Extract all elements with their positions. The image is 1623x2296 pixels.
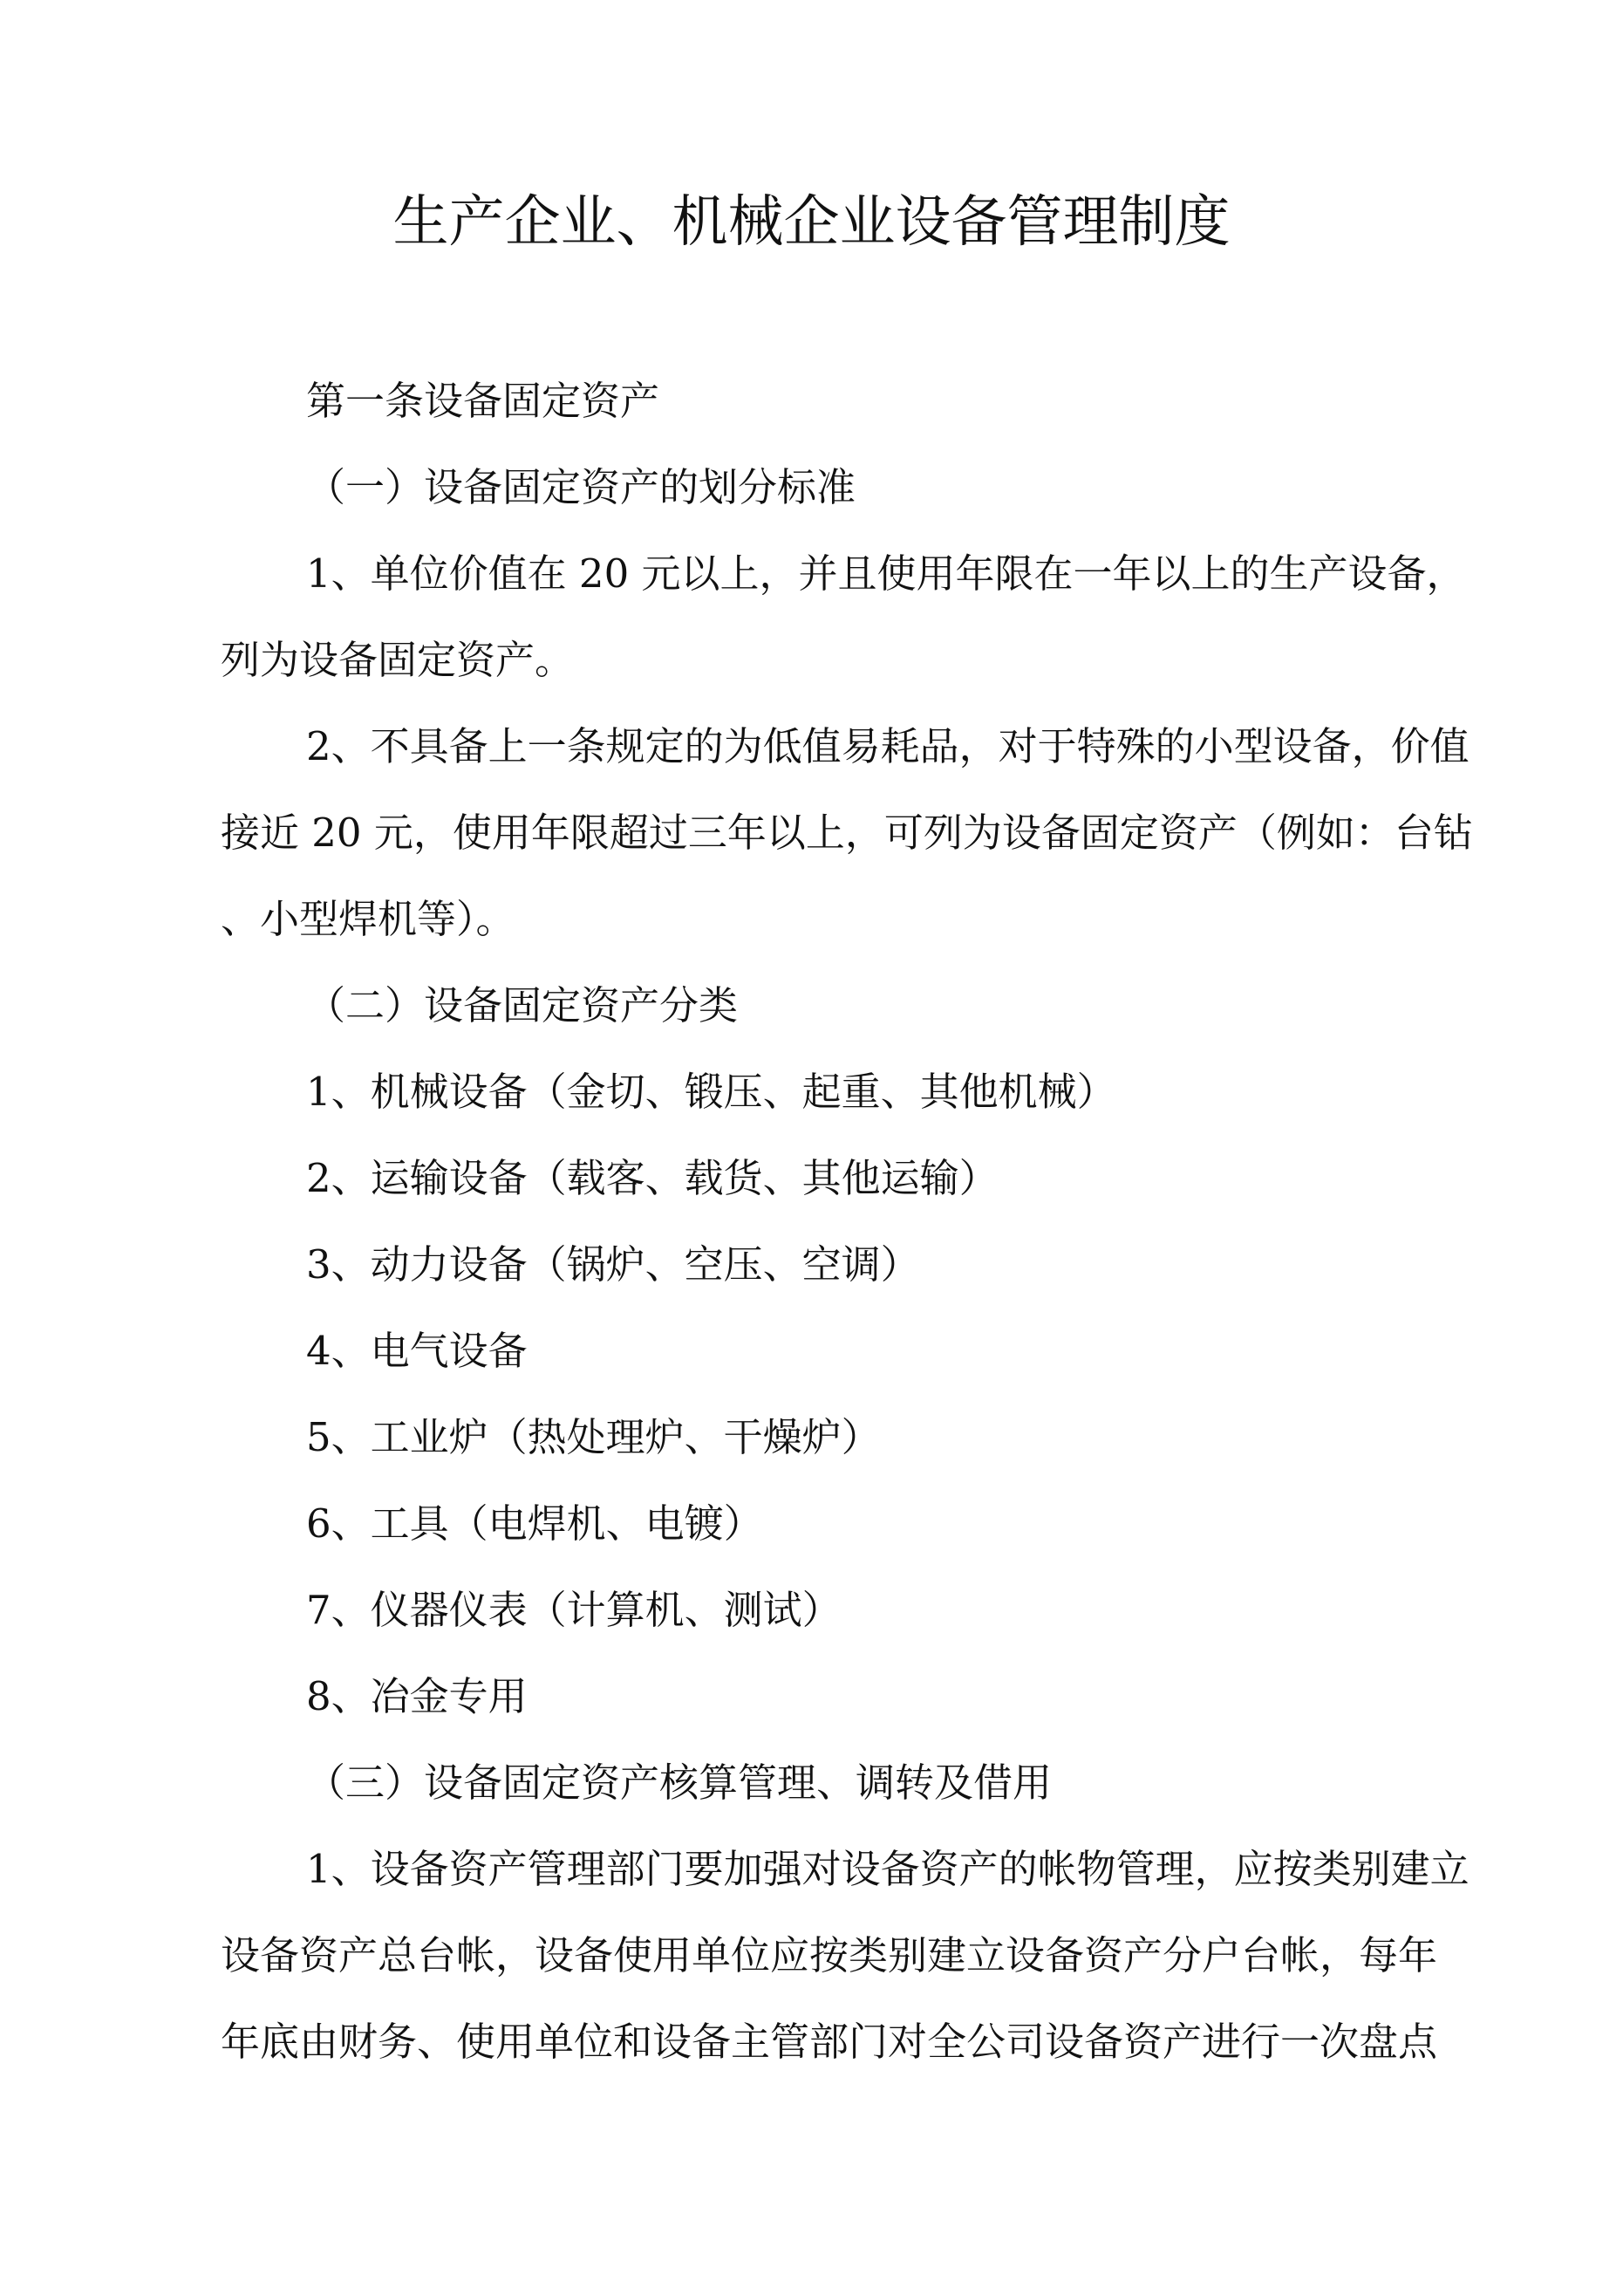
paragraph-line: 1、机械设备（金切、锻压、起重、其他机械） <box>306 1069 1116 1115</box>
paragraph-line: 列为设备固定资产。 <box>221 637 575 683</box>
paragraph-line: 第一条设备固定资产 <box>306 378 660 424</box>
paragraph-line: 4、电气设备 <box>306 1328 528 1374</box>
paragraph-line: 设备资产总台帐，设备使用单位应按类别建立设备资产分户台帐，每年 <box>221 1932 1438 1978</box>
paragraph-line: 年底由财务、使用单位和设备主管部门对全公司设备资产进行一次盘点 <box>221 2019 1438 2065</box>
paragraph-line: 1、单位价值在 20 元以上，并且使用年限在一年以上的生产设备， <box>306 550 1466 597</box>
paragraph-line: 8、冶金专用 <box>306 1673 528 1719</box>
document-body <box>221 358 1473 2085</box>
paragraph-line: 、小型焊机等）。 <box>221 896 515 942</box>
paragraph-line: 5、工业炉（热处理炉、干燥炉） <box>306 1414 881 1460</box>
paragraph-line: 6、工具（电焊机、电镀） <box>306 1500 763 1547</box>
paragraph-line: 7、仪器仪表（计算机、测试） <box>306 1587 842 1633</box>
paragraph-line: 2、运输设备（载客、载货、其他运输） <box>306 1155 999 1201</box>
paragraph-line: （一）设备固定资产的划分标准 <box>306 464 856 510</box>
paragraph-line: （三）设备固定资产核算管理、调转及借用 <box>306 1760 1053 1806</box>
document-title: 生产企业、机械企业设备管理制度 <box>392 190 1231 255</box>
paragraph-line: （二）设备固定资产分类 <box>306 982 739 1028</box>
paragraph-line: 1、设备资产管理部门要加强对设备资产的帐物管理，应按类别建立 <box>306 1846 1470 1892</box>
paragraph-line: 2、不具备上一条规定的为低值易耗品，对于特殊的小型设备，价值 <box>306 723 1470 769</box>
paragraph-line: 接近 20 元，使用年限超过三年以上，可列为设备固定资产（例如：台钻 <box>221 810 1473 856</box>
paragraph-line: 3、动力设备（锅炉、空压、空调） <box>306 1241 920 1288</box>
